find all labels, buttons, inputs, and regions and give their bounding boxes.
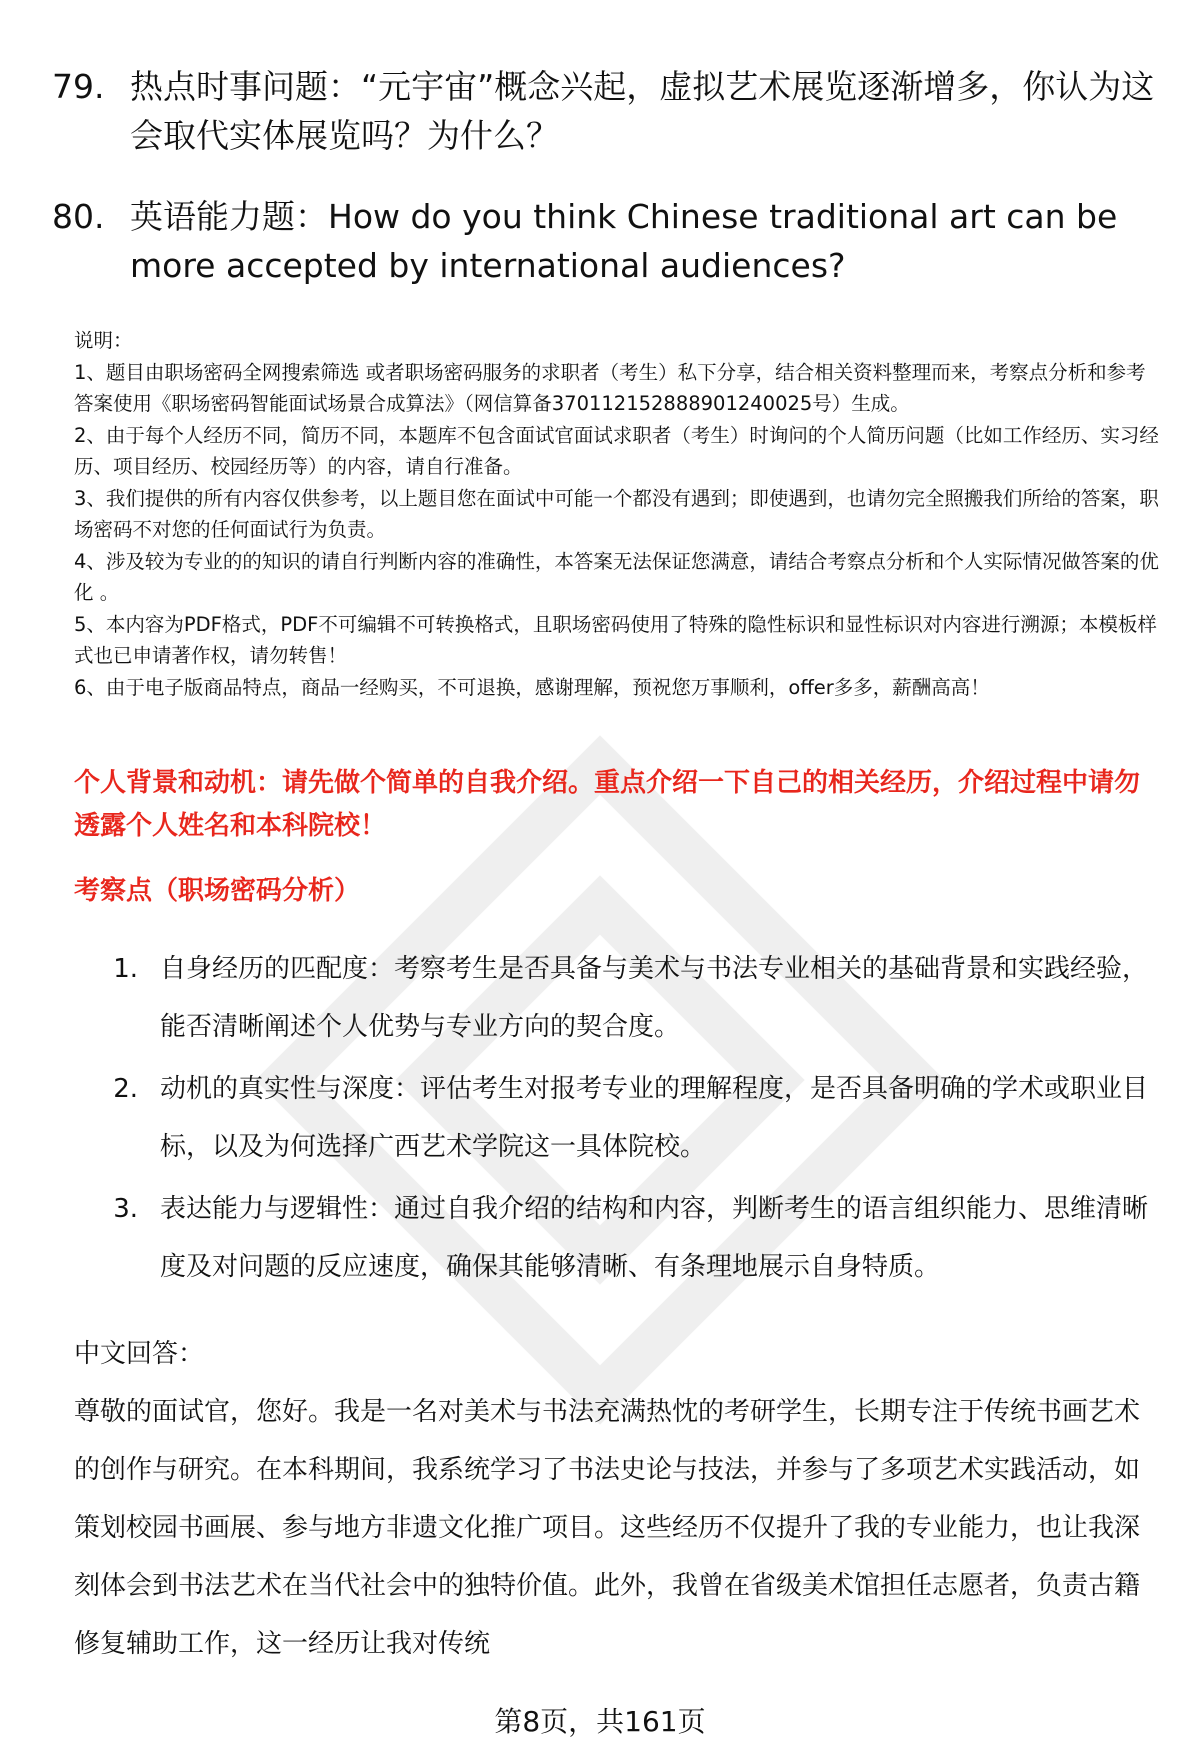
question-80: 80. 英语能力题：How do you think Chinese traditional art can be more accepted by international audiences?	[52, 192, 1162, 290]
analysis-item: 3. 表达能力与逻辑性：通过自我介绍的结构和内容，判断考生的语言组织能力、思维清晰度及对问题的反应速度，确保其能够清晰、有条理地展示自身特质。	[113, 1194, 1149, 1282]
analysis-list	[74, 940, 1164, 1300]
note-item: 6、由于电子版商品特点，商品一经购买，不可退换，感谢理解，预祝您万事顺利，offer多多，薪酬高高！	[74, 675, 990, 699]
answer-label: 中文回答：	[74, 1339, 205, 1369]
question-79: 79. 热点时事问题：“元宇宙”概念兴起，虚拟艺术展览逐渐增多，你认为这会取代实体展览吗？为什么？	[52, 62, 1162, 160]
answer-section	[74, 1325, 1164, 1673]
question-text: 英语能力题：How do you think Chinese traditional art can be more accepted by international audiences?	[130, 197, 1118, 285]
answer-text: 尊敬的面试官，您好。我是一名对美术与书法充满热忱的考研学生，长期专注于传统书画艺术的创作与研究。在本科期间，我系统学习了书法史论与技法，并参与了多项艺术实践活动，如策划校园书画展、参与地方非遗文化推广项目。这些经历不仅提升了我的专业能力，也让我深刻体会到书法艺术在当代社会中的独特价值。此外，我曾在省级美术馆担任志愿者，负责古籍修复辅助工作，这一经历让我对传统	[74, 1397, 1141, 1659]
notes-section	[74, 325, 1164, 703]
analysis-item: 1. 自身经历的匹配度：考察考生是否具备与美术与书法专业相关的基础背景和实践经验，能否清晰阐述个人优势与专业方向的契合度。	[113, 954, 1149, 1042]
note-item: 1、题目由职场密码全网搜索筛选 或者职场密码服务的求职者（考生）私下分享，结合相关资料整理而来，考察点分析和参考答案使用《职场密码智能面试场景合成算法》（网信算备370112152888901240025号）生成。	[74, 360, 1146, 415]
note-item: 4、涉及较为专业的的知识的请自行判断内容的准确性，本答案无法保证您满意，请结合考察点分析和个人实际情况做答案的优化 。	[74, 549, 1159, 604]
note-item: 3、我们提供的所有内容仅供参考，以上题目您在面试中可能一个都没有遇到；即使遇到，也请勿完全照搬我们所给的答案，职场密码不对您的任何面试行为负责。	[74, 486, 1159, 541]
question-text: 热点时事问题：“元宇宙”概念兴起，虚拟艺术展览逐渐增多，你认为这会取代实体展览吗？为什么？	[130, 67, 1155, 155]
analysis-item: 2. 动机的真实性与深度：评估考生对报考专业的理解程度，是否具备明确的学术或职业目标，以及为何选择广西艺术学院这一具体院校。	[113, 1074, 1149, 1162]
note-item: 2、由于每个人经历不同，简历不同，本题库不包含面试官面试求职者（考生）时询问的个人简历问题（比如工作经历、实习经历、项目经历、校园经历等）的内容，请自行准备。	[74, 423, 1159, 478]
note-item: 5、本内容为PDF格式，PDF不可编辑不可转换格式，且职场密码使用了特殊的隐性标识和显性标识对内容进行溯源；本模板样式也已申请著作权，请勿转售！	[74, 612, 1157, 667]
notes-title: 说明：	[74, 329, 133, 352]
question-heading: 个人背景和动机：请先做个简单的自我介绍。重点介绍一下自己的相关经历，介绍过程中请勿透露个人姓名和本科院校！	[74, 768, 1141, 841]
page-footer: 第8页，共161页	[494, 1705, 706, 1738]
analysis-heading: 考察点（职场密码分析）	[74, 876, 361, 906]
